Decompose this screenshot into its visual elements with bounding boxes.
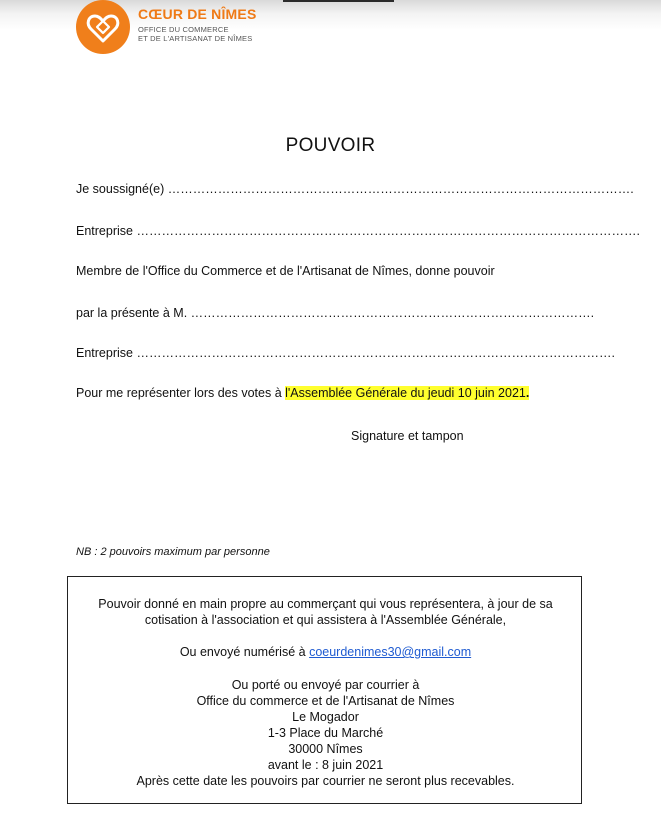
instructions-box [67, 576, 582, 804]
box-paragraph1-line1: Pouvoir donné en main propre au commerçant qui vous représentera, à jour de sa [98, 597, 553, 611]
brand-subtitle-line2: ET DE L'ARTISANAT DE NÎMES [138, 34, 253, 43]
box-paragraph1-line2: cotisation à l'association et qui assistera à l'Assemblée Générale, [144, 613, 507, 627]
representation-text: Pour me représenter lors des votes à [76, 386, 286, 400]
document-title: POUVOIR [285, 135, 376, 156]
box-mail-line5: 30000 Nîmes [288, 742, 363, 756]
highlighted-period: . [525, 386, 530, 400]
brand-subtitle-line1: OFFICE DU COMMERCE [138, 25, 229, 34]
brand-name: CŒUR DE NÎMES [138, 6, 257, 22]
box-email-line [68, 645, 583, 660]
proxy-recipient-line: par la présente à M. ……………………………………………………………………………………. [76, 306, 595, 320]
email-prefix: Ou envoyé numérisé à [179, 645, 310, 659]
box-mail-line2: Office du commerce et de l'Artisanat de Nîmes [196, 694, 455, 708]
box-mail-line3: Le Mogador [292, 710, 359, 724]
nb-note: NB : 2 pouvoirs maximum par personne [76, 546, 270, 558]
box-mail-line1: Ou porté ou envoyé par courrier à [231, 678, 420, 692]
heart-knot-icon [76, 0, 130, 54]
highlighted-assembly-date: l'Assemblée Générale du jeudi 10 juin 2021 [285, 386, 526, 400]
company-line-2: Entreprise ……………………………………………………………………………………………………. [76, 346, 615, 360]
box-mail-line7: Après cette date les pouvoirs par courrier ne seront plus recevables. [136, 774, 515, 788]
membership-line: Membre de l'Office du Commerce et de l'Artisanat de Nîmes, donne pouvoir [76, 264, 495, 278]
box-mail-line6: avant le : 8 juin 2021 [267, 758, 384, 772]
email-link[interactable]: coeurdenimes30@gmail.com [309, 645, 472, 659]
representation-line [76, 384, 529, 402]
viewer-toolbar-edge [283, 0, 394, 2]
box-mail-line4: 1-3 Place du Marché [267, 726, 384, 740]
signature-label: Signature et tampon [351, 429, 464, 443]
company-line-1: Entreprise …………………………………………………………………………………………………………. [76, 224, 640, 238]
undersigned-line: Je soussigné(e) …………………………………………………………………………………………………. [76, 182, 634, 196]
